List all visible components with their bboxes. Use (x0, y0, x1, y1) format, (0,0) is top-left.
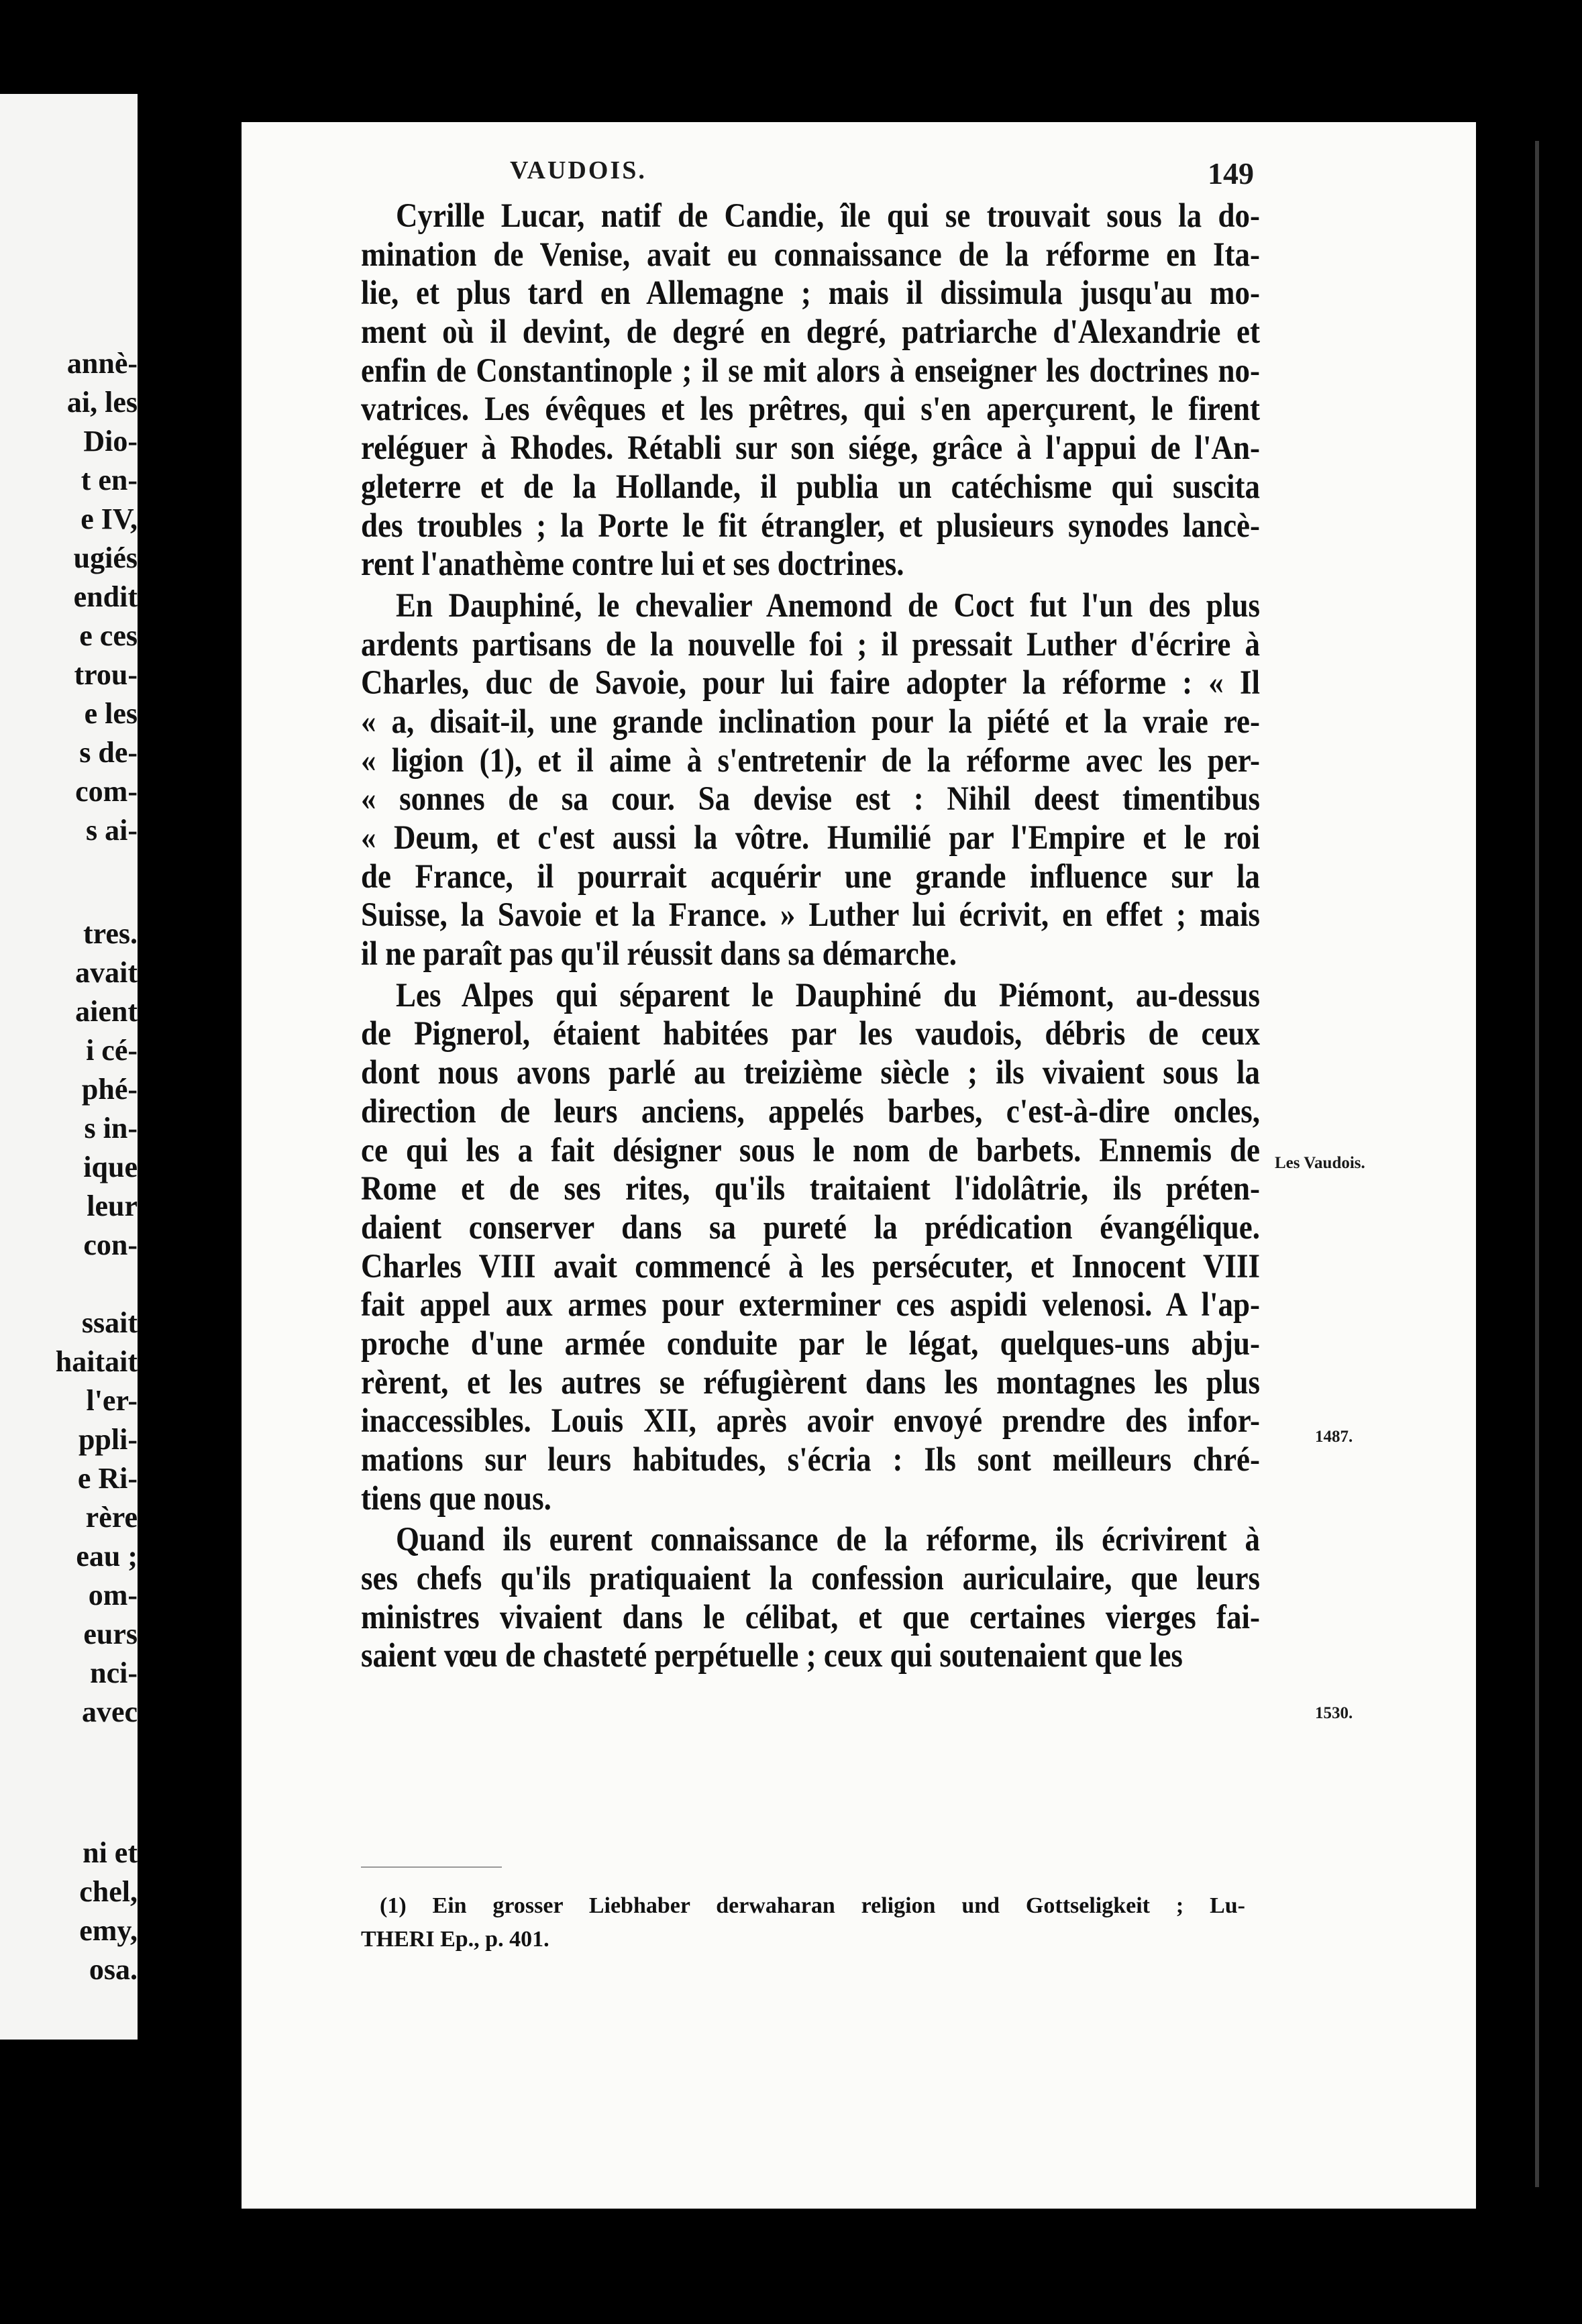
text-line: mations sur leurs habitudes, s'écria : Ils sont meilleurs chré- (361, 1440, 1260, 1479)
left-page-fragment: ique (83, 1151, 138, 1183)
text-line: « ligion (1), et il aime à s'entretenir de la réforme avec les per- (361, 741, 1260, 779)
page-gutter-line (1535, 141, 1539, 2187)
text-line: ardents partisans de la nouvelle foi ; il pressait Luther d'écrire à (361, 625, 1260, 663)
footnote-line-2: THERI Ep., p. 401. (361, 1927, 549, 1952)
left-page-fragment: ppli- (78, 1423, 138, 1456)
text-line: « sonnes de sa cour. Sa devise est : Nihil deest timentibus (361, 780, 1260, 818)
left-page-fragment: om- (88, 1579, 138, 1612)
text-line: ment où il devint, de degré en degré, patriarche d'Alexandrie et (361, 313, 1260, 351)
left-page-fragment: tres. (83, 917, 138, 950)
left-page-fragment: rère (85, 1501, 138, 1534)
text-line: Charles, duc de Savoie, pour lui faire adopter la réforme : « Il (361, 664, 1260, 702)
text-line: vatrices. Les évêques et les prêtres, qui s'en aperçurent, le firent (361, 390, 1260, 428)
left-page-fragment: eau ; (76, 1540, 138, 1573)
left-page-fragment: con- (83, 1228, 138, 1261)
left-page-fragment: e les (84, 697, 138, 730)
binding-edge (1476, 122, 1582, 2209)
text-line: de Pignerol, étaient habitées par les vaudois, débris de ceux (361, 1014, 1260, 1053)
footnote-line-1: (1) Ein grosser Liebhaber derwaharan religion und Gottseligkeit ; Lu- (380, 1893, 1245, 1918)
text-line: En Dauphiné, le chevalier Anemond de Coct fut l'un des plus (396, 586, 1260, 625)
text-line: lie, et plus tard en Allemagne ; mais il dissimula jusqu'au mo- (361, 274, 1260, 312)
left-page-fragment: i cé- (86, 1034, 138, 1067)
left-page-fragment: s ai- (86, 814, 138, 847)
text-line: proche d'une armée conduite par le légat, quelques-uns abju- (361, 1324, 1260, 1363)
left-page-fragment: e IV, (81, 503, 138, 535)
left-page-fragment: avec (81, 1695, 138, 1728)
margin-note-1530: 1530. (1315, 1704, 1353, 1722)
text-line: ses chefs qu'ils pratiquaient la confession auriculaire, que leurs (361, 1559, 1260, 1597)
left-page-fragment: annè- (66, 347, 138, 380)
body-text (361, 195, 1260, 1673)
left-page-fragment: com- (75, 775, 138, 808)
text-line: « a, disait-il, une grande inclination pour la piété et la vraie re- (361, 702, 1260, 741)
left-page-fragment: emy, (79, 1914, 138, 1947)
text-line: dont nous avons parlé au treizième siècle ; ils vivaient sous la (361, 1053, 1260, 1092)
text-line: Quand ils eurent connaissance de la réforme, ils écrivirent à (396, 1520, 1260, 1559)
text-line: inaccessibles. Louis XII, après avoir envoyé prendre des infor- (361, 1402, 1260, 1440)
text-line: des troubles ; la Porte le fit étrangler, et plusieurs synodes lancè- (361, 506, 1260, 544)
text-line: Suisse, la Savoie et la France. » Luther lui écrivit, en effet ; mais (361, 896, 1260, 934)
left-page-fragment: aient (75, 995, 138, 1028)
text-line: ministres vivaient dans le célibat, et que certaines vierges fai- (361, 1598, 1260, 1636)
text-line: de France, il pourrait acquérir une grande influence sur la (361, 857, 1260, 896)
left-page-fragment: endit (73, 580, 138, 613)
left-page-fragment: osa. (89, 1953, 138, 1986)
left-page-fragment: phé- (81, 1073, 138, 1106)
left-page-fragment: nci- (90, 1656, 138, 1689)
text-line: tiens que nous. (361, 1479, 551, 1518)
left-page-fragment: ssait (81, 1306, 138, 1339)
text-line: rèrent, et les autres se réfugièrent dans les montagnes les plus (361, 1363, 1260, 1401)
left-page-fragment: chel, (79, 1875, 138, 1908)
left-page-fragment: ugiés (73, 541, 138, 574)
text-line: Rome et de ses rites, qu'ils traitaient l'idolâtrie, ils préten- (361, 1169, 1260, 1208)
margin-note-1487: 1487. (1315, 1428, 1353, 1446)
left-page-fragment: eurs (83, 1618, 138, 1650)
left-page-fragment: ni et (83, 1836, 138, 1869)
text-line: il ne paraît pas qu'il réussit dans sa démarche. (361, 935, 957, 973)
footnote-rule (361, 1866, 502, 1868)
text-line: fait appel aux armes pour exterminer ces aspidi velenosi. A l'ap- (361, 1285, 1260, 1324)
left-page-fragment: l'er- (86, 1384, 138, 1417)
left-page-fragment: leur (87, 1190, 138, 1222)
left-page-fragment: e Ri- (77, 1462, 138, 1495)
margin-note-les-vaudois: Les Vaudois. (1275, 1154, 1365, 1172)
left-page-fragment: t en- (81, 464, 138, 496)
text-line: rent l'anathème contre lui et ses doctrines. (361, 545, 904, 583)
left-page-fragment: s in- (84, 1112, 138, 1145)
left-page-fragment: trou- (74, 658, 138, 691)
text-line: mination de Venise, avait eu connaissance de la réforme en Ita- (361, 235, 1260, 274)
text-line: ce qui les a fait désigner sous le nom de barbets. Ennemis de (361, 1130, 1260, 1169)
text-line: reléguer à Rhodes. Rétabli sur son siége, grâce à l'appui de l'An- (361, 429, 1260, 467)
text-line: direction de leurs anciens, appelés barbes, c'est-à-dire oncles, (361, 1092, 1260, 1130)
text-line: gleterre et de la Hollande, il publia un catéchisme qui suscita (361, 468, 1260, 506)
left-page-fragment: e ces (79, 619, 138, 652)
running-head: VAUDOIS. (510, 156, 647, 184)
left-page-fragment: ai, les (66, 386, 138, 419)
left-page-fragment: Dio- (83, 425, 138, 458)
text-line: saient vœu de chasteté perpétuelle ; ceux qui soutenaient que les (361, 1636, 1183, 1675)
footnote (361, 1889, 1245, 1956)
text-line: enfin de Constantinople ; il se mit alors à enseigner les doctrines no- (361, 352, 1260, 390)
text-line: Cyrille Lucar, natif de Candie, île qui se trouvait sous la do- (396, 197, 1260, 235)
left-page-fragment: avait (75, 956, 138, 989)
left-page-fragment: s de- (79, 736, 138, 769)
text-line: Les Alpes qui séparent le Dauphiné du Piémont, au-dessus (396, 976, 1260, 1014)
text-line: daient conserver dans sa pureté la prédication évangélique. (361, 1208, 1260, 1247)
page-number: 149 (1208, 156, 1254, 191)
text-line: Charles VIII avait commencé à les persécuter, et Innocent VIII (361, 1247, 1260, 1285)
text-line: « Deum, et c'est aussi la vôtre. Humilié par l'Empire et le roi (361, 818, 1260, 857)
left-page-fragment: haitait (55, 1345, 138, 1378)
